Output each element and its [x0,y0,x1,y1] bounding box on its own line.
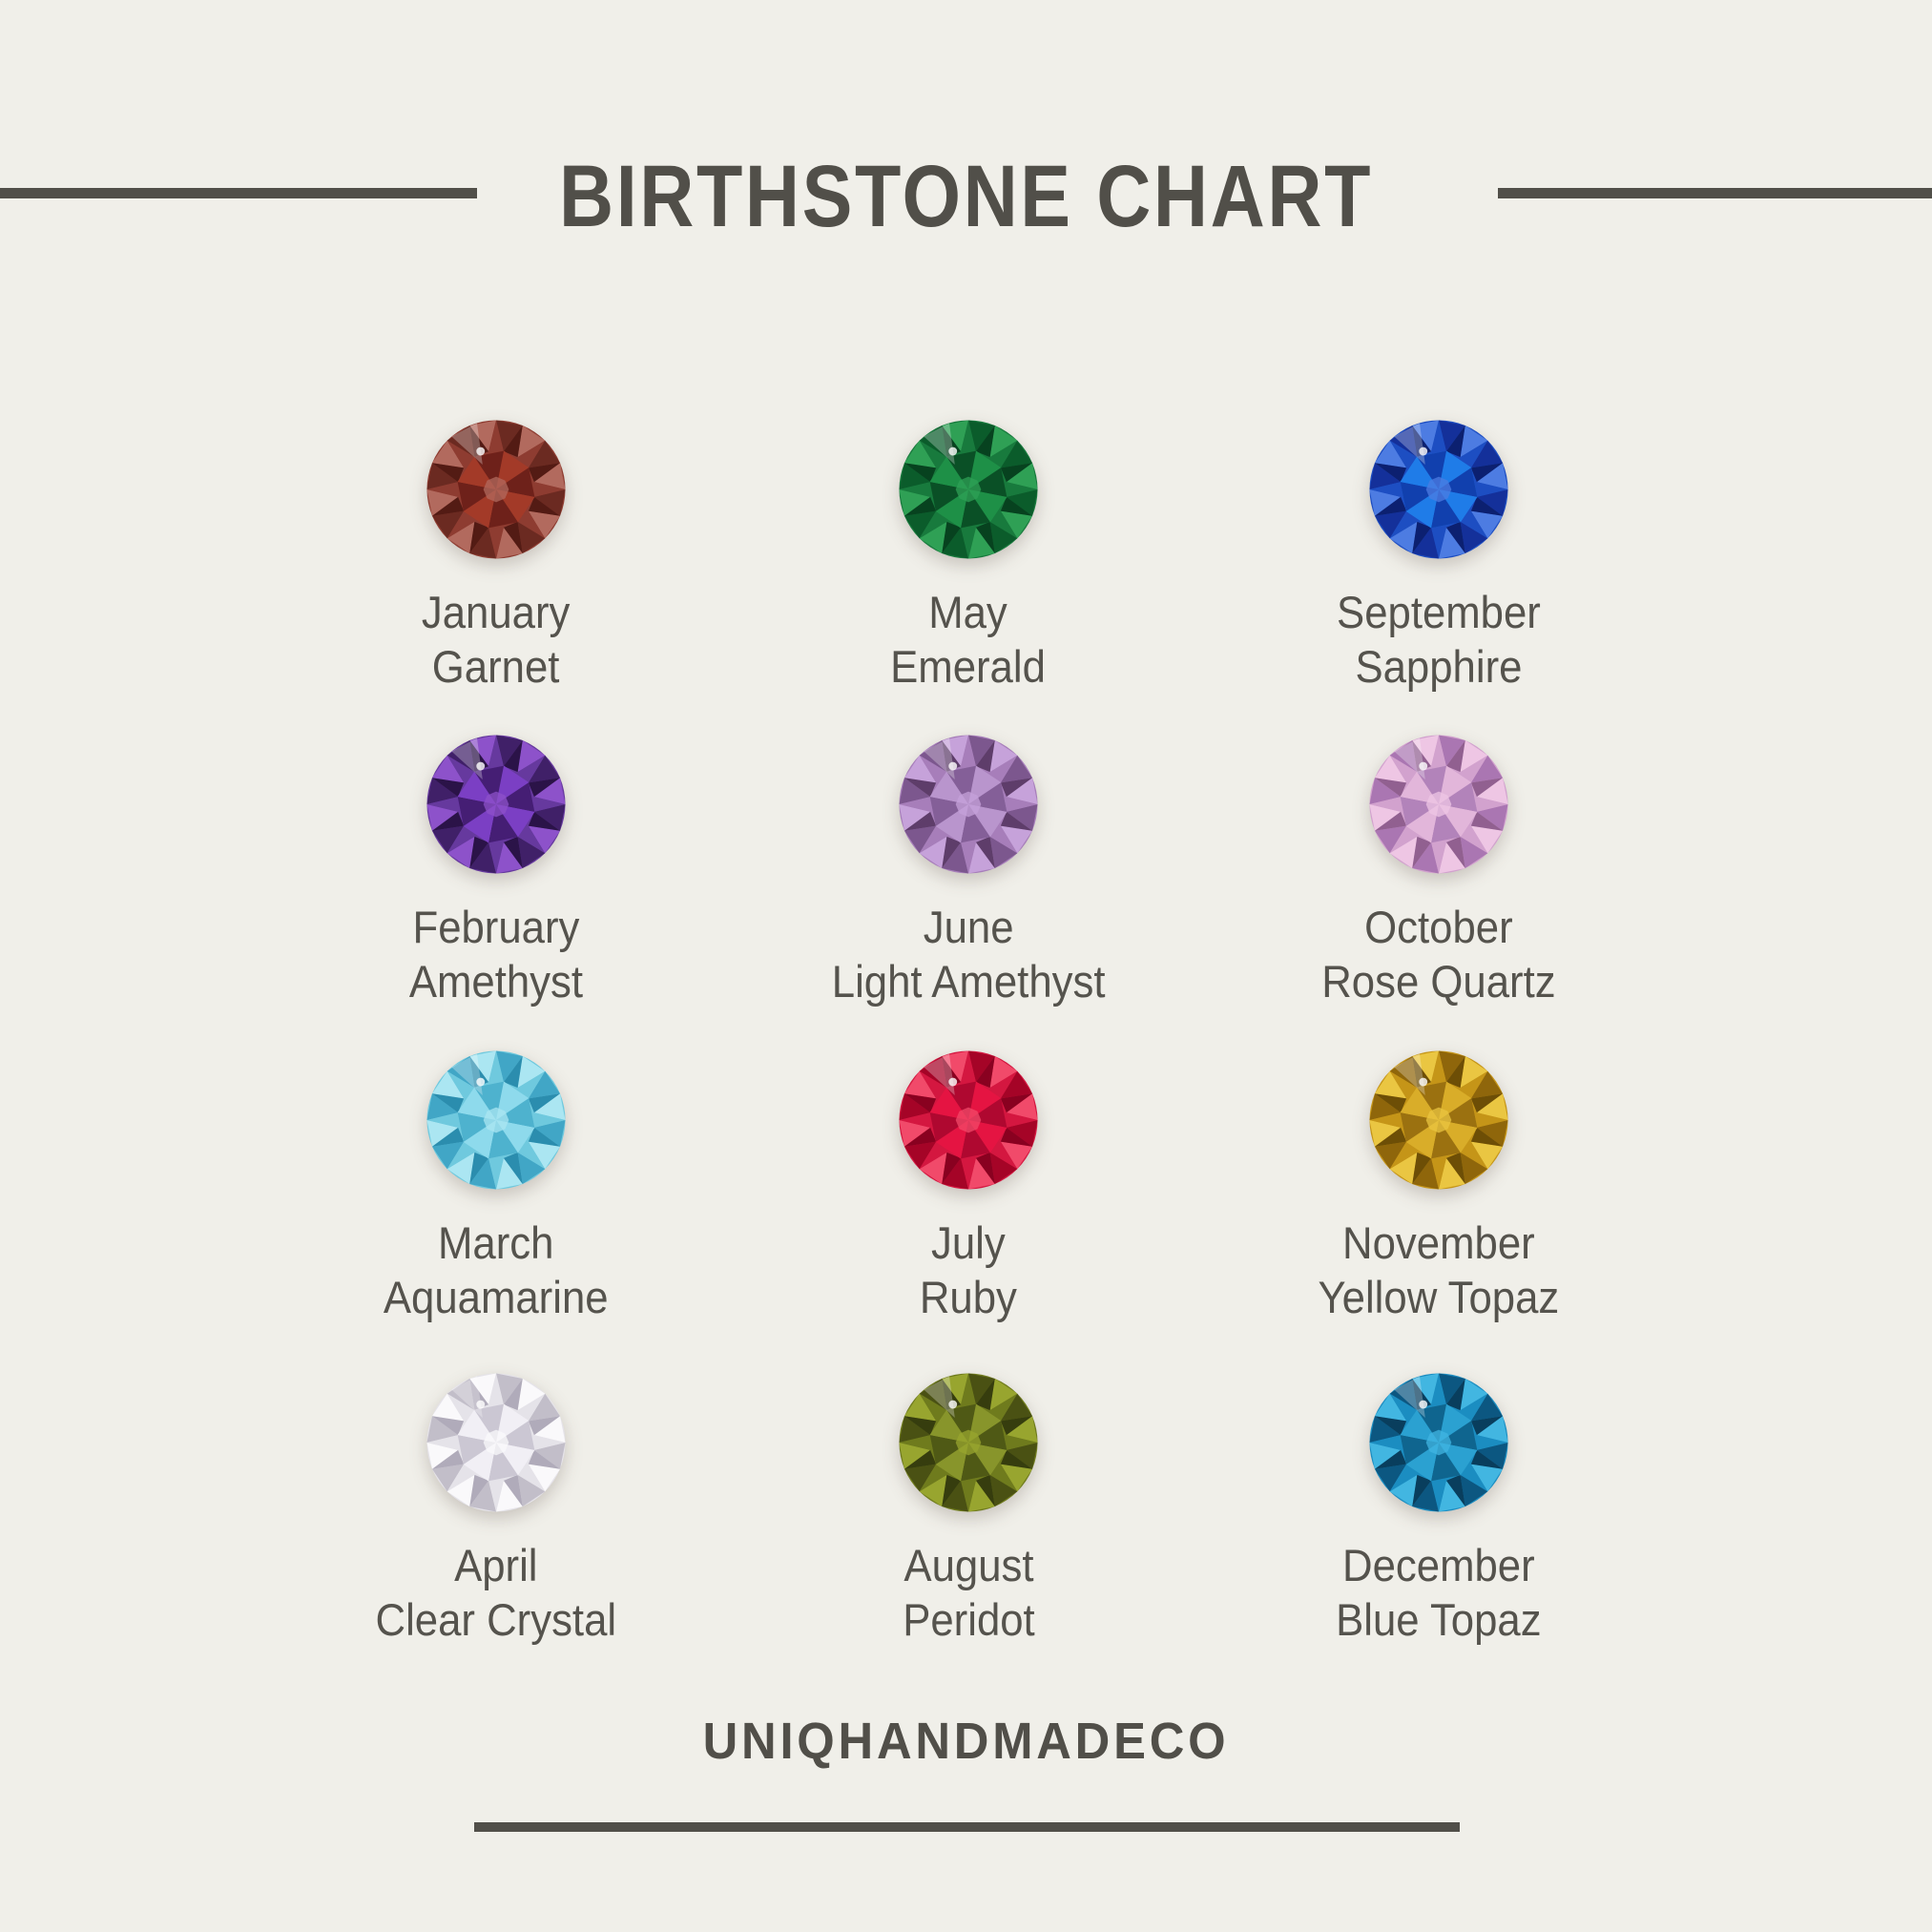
month-label: April [454,1540,538,1590]
birthstone-labels [898,1538,1040,1647]
month-label: November [1342,1217,1535,1268]
gem-icon-aquamarine [426,1049,567,1191]
month-label: May [928,587,1008,637]
birthstone-labels [416,585,575,694]
stone-label: Aquamarine [384,1272,609,1322]
birthstone-labels [1309,1215,1568,1324]
birthstone-cell [749,419,1188,694]
gem-icon-light-amethyst [898,734,1039,875]
birthstone-cell [277,734,716,1008]
stone-label: Blue Topaz [1336,1594,1542,1645]
gem-icon-garnet [426,419,567,560]
month-label: August [903,1540,1034,1590]
gem-icon-emerald [898,419,1039,560]
birthstone-cell [277,1049,716,1324]
birthstone-labels [375,1215,616,1324]
stone-label: Peridot [902,1594,1035,1645]
month-label: February [412,902,580,952]
birthstone-cell [749,1372,1188,1647]
birthstone-cell [1219,1372,1658,1647]
birthstone-labels [1329,585,1548,694]
stone-label: Emerald [890,641,1047,692]
birthstone-labels [916,1215,1021,1324]
birthstone-cell [1219,1049,1658,1324]
month-label: June [923,902,1014,952]
stone-label: Ruby [919,1272,1018,1322]
birthstone-labels [1313,900,1565,1008]
month-label: October [1364,902,1513,952]
birthstone-cell [749,734,1188,1008]
gem-icon-ruby [898,1049,1039,1191]
stone-label: Rose Quartz [1321,956,1556,1007]
gem-icon-yellow-topaz [1368,1049,1509,1191]
stone-label: Clear Crystal [375,1594,617,1645]
gem-icon-blue-topaz [1368,1372,1509,1513]
stone-label: Yellow Topaz [1318,1272,1560,1322]
birthstone-cell [1219,734,1658,1008]
month-label: July [931,1217,1006,1268]
stone-label: Sapphire [1355,641,1523,692]
month-label: September [1337,587,1541,637]
birthstone-labels [821,900,1115,1008]
gem-icon-peridot [898,1372,1039,1513]
stone-label: Garnet [432,641,560,692]
page-title: BIRTHSTONE CHART [558,148,1373,245]
stone-label: Amethyst [408,956,584,1007]
gem-icon-clear-crystal [426,1372,567,1513]
birthstone-labels [884,585,1051,694]
gem-icon-amethyst [426,734,567,875]
birthstone-cell [277,1372,716,1647]
gem-icon-rose-quartz [1368,734,1509,875]
stone-label: Light Amethyst [831,956,1106,1007]
month-label: December [1342,1540,1535,1590]
gem-icon-sapphire [1368,419,1509,560]
birthstone-cell [1219,419,1658,694]
month-label: March [438,1217,554,1268]
birthstone-labels [366,1538,626,1647]
brand-name: UNIQHANDMADECO [702,1713,1230,1770]
birthstone-labels [403,900,590,1008]
month-label: January [422,587,571,637]
footer-divider [474,1822,1460,1832]
birthstone-cell [277,419,716,694]
birthstone-cell [749,1049,1188,1324]
birthstone-labels [1328,1538,1549,1647]
